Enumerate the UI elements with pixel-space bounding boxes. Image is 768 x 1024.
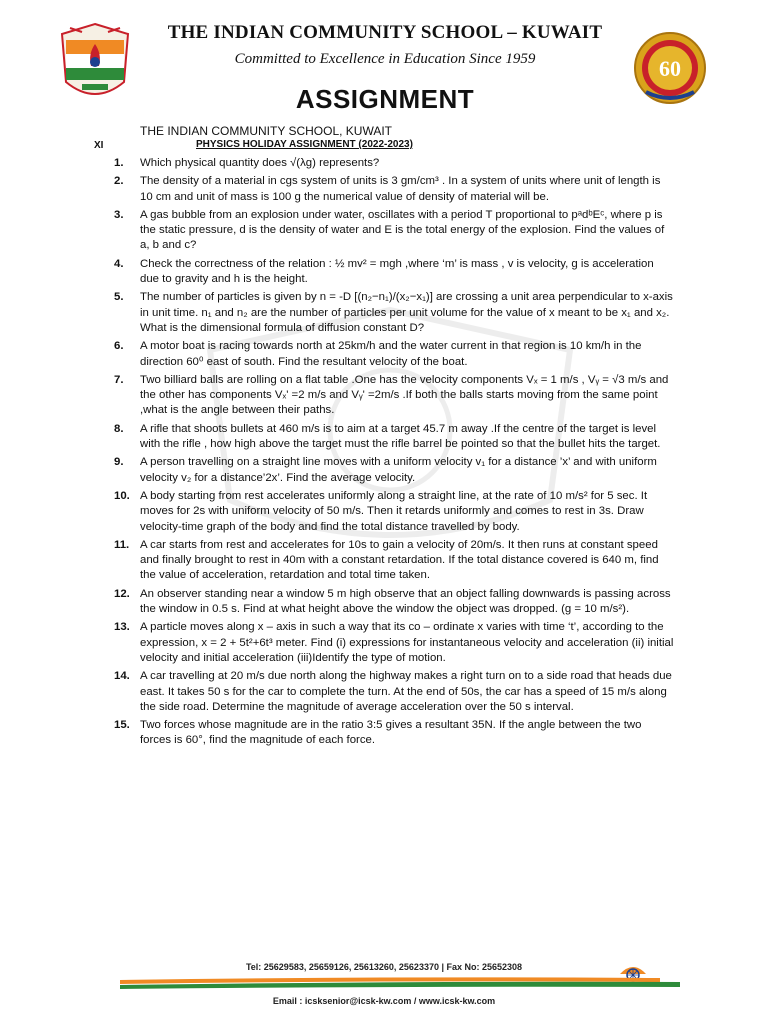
question-number: 7. [114, 373, 124, 386]
question-number: 10. [114, 489, 130, 502]
badge-number: 60 [659, 56, 681, 81]
question-item [114, 620, 674, 666]
question-text: Two forces whose magnitude are in the ratio 3:5 gives a resultant 35N. If the angle between the two forces is 60°, find the magnitude of each force. [140, 719, 642, 747]
question-number: 8. [114, 422, 124, 435]
question-text: The number of particles is given by n = -D [(n₂−n₁)/(x₂−x₁)] are crossing a unit area perpendicular to x-axis in unit time. n₁ and n₂ are the number of particles per unit volume for the value of x meant to be x₁ and x₂. What is the dimensional formula of diffusion constant D? [140, 291, 673, 334]
question-text: A person travelling on a straight line moves with a uniform velocity v₁ for a distance ’x’ and with uniform velocity v₂ for a distance’2x’. Find the average velocity. [140, 456, 657, 484]
question-item [114, 174, 674, 205]
question-number: 5. [114, 291, 124, 304]
question-number: 6. [114, 340, 124, 353]
question-text: Check the correctness of the relation : ½ mv² = mgh ,where ‘m’ is mass , v is velocity, g is acceleration due to gravity and h is the height. [140, 257, 654, 286]
question-number: 15. [114, 719, 130, 732]
question-number: 12. [114, 587, 130, 600]
question-item [114, 208, 674, 254]
question-number: 2. [114, 175, 124, 188]
footer-tricolor-stripes [0, 974, 768, 994]
question-text: Two billiard balls are rolling on a flat table .One has the velocity components Vₓ = 1 m/s , Vᵧ = √3 m/s and the other has components Vₓ' =2 m/s and Vᵧ' =2m/s .If both the balls starts moving from the same point ,what is the angle between their paths. [140, 373, 669, 417]
school-name: THE INDIAN COMMUNITY SCHOOL – KUWAIT [167, 22, 603, 43]
question-text: A car travelling at 20 m/s due north along the highway makes a right turn on to a side road that heads due east. It takes 50 s for the car to complete the turn. At the end of 50s, the car has a speed of 15 m/s along the side road. Determine the magnitude of average acceleration over the 50 s interval. [140, 670, 672, 713]
question-text: Which physical quantity does √(λg) represents? [140, 157, 380, 169]
question-item [114, 587, 674, 618]
question-item [114, 339, 674, 370]
question-item [114, 422, 674, 453]
grade-label: XI [94, 140, 104, 151]
question-item [114, 538, 674, 584]
question-item [114, 156, 674, 171]
question-list [114, 156, 674, 752]
question-item [114, 669, 674, 715]
question-number: 13. [114, 621, 130, 634]
question-item [114, 718, 674, 749]
footer-email: Email : icsksenior@icsk-kw.com / www.icsk-kw.com [272, 996, 496, 1006]
sixty-years-badge-logo [632, 30, 708, 106]
school-motto: Committed to Excellence in Education Since 1959 [234, 51, 536, 67]
question-item [114, 290, 674, 336]
question-number: 1. [114, 157, 124, 169]
question-item [114, 489, 674, 535]
question-number: 9. [114, 456, 124, 469]
question-number: 3. [114, 208, 124, 221]
question-text: A particle moves along x – axis in such a way that its co – ordinate x varies with time ‘t’, according to the expression, x = 2 + 5t²+6t³ meter. Find (i) expressions for instantaneous velocity and acceleration (ii) initial velocity and initial acceleration (iii)Identify the type of motion. [140, 621, 674, 664]
question-number: 11. [114, 538, 130, 551]
document-title: ASSIGNMENT [295, 84, 475, 114]
question-item [114, 373, 674, 419]
question-item [114, 455, 674, 486]
school-subheading: THE INDIAN COMMUNITY SCHOOL, KUWAIT [140, 124, 393, 138]
question-number: 4. [114, 257, 124, 270]
question-number: 14. [114, 670, 130, 683]
question-text: A car starts from rest and accelerates for 10s to gain a velocity of 20m/s. It then runs at constant speed and finally brought to rest in 40m with a constant retardation. If the total distance covered is 640 m, find the value of acceleration, retardation and total time taken. [140, 538, 659, 582]
question-text: A rifle that shoots bullets at 460 m/s is to aim at a target 45.7 m away .If the centre of the target is level with the rifle , how high above the target must the rifle barrel be pointed so that the bullet hits the target. [140, 422, 661, 451]
school-crest-logo [58, 22, 132, 106]
assignment-title: PHYSICS HOLIDAY ASSIGNMENT (2022-2023) [196, 139, 413, 150]
footer-contact: Tel: 25629583, 25659126, 25613260, 25623370 | Fax No: 25652308 [245, 962, 523, 972]
question-text: An observer standing near a window 5 m high observe that an object falling downwards is passing across the window in 0.5 s. Find at what height above the window the object was dropped. (g = 10 m/s²). [140, 587, 671, 616]
question-text: A motor boat is racing towards north at 25km/h and the water current in that region is 10 km/h in the direction 60⁰ east of south. Find the resultant velocity of the boat. [140, 340, 642, 368]
question-text: A gas bubble from an explosion under water, oscillates with a period T proportional to pᵃdᵇEᶜ, where p is the static pressure, d is the density of water and E is the total energy of the explosion. Find the values of a, b and c? [140, 208, 665, 252]
question-item [114, 257, 674, 288]
question-text: The density of a material in cgs system of units is 3 gm/cm³ . In a system of units where unit of length is 10 cm and unit of mass is 100 g the numerical value of density of material will be. [140, 175, 661, 203]
question-text: A body starting from rest accelerates uniformly along a straight line, at the rate of 10 m/s² for 5 sec. It moves for 2s with uniform velocity of 50 m/s. Then it retards uniformly and comes to rest in 3s. Draw velocity-time graph of the body and find the total distance travelled by body. [140, 489, 648, 533]
